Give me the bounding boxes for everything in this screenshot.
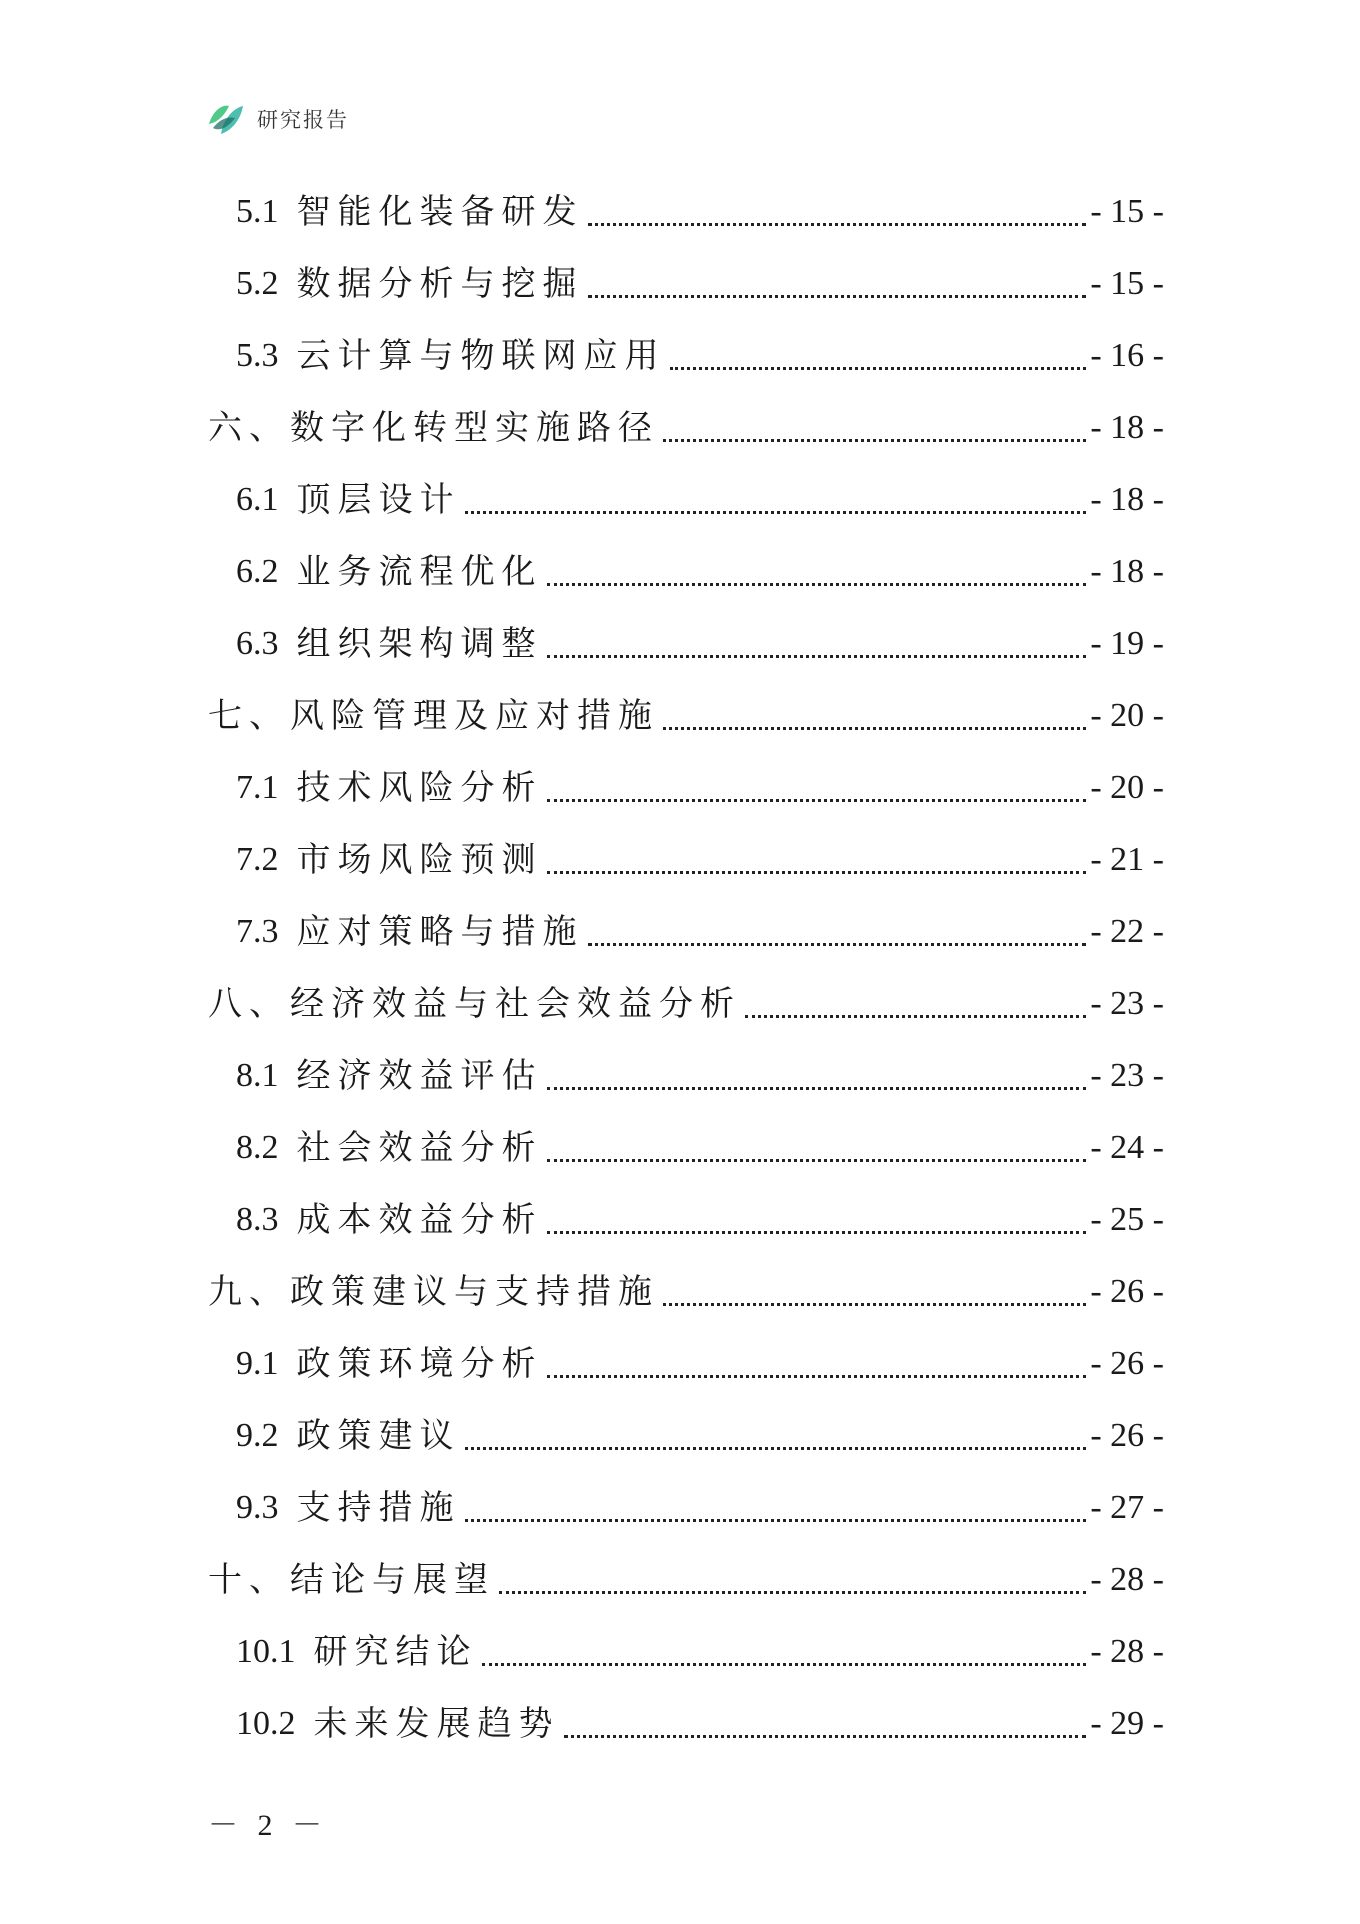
table-of-contents — [208, 176, 1164, 1760]
toc-entry-title: 六、数字化转型实施路径 — [208, 408, 659, 448]
toc-entry[interactable] — [208, 824, 1164, 896]
toc-dot-leader — [547, 871, 1087, 874]
toc-entry-page: - 18 - — [1090, 553, 1164, 590]
leaf-logo-icon — [205, 98, 247, 140]
toc-dot-leader — [564, 1735, 1087, 1738]
toc-entry-page: - 26 - — [1090, 1273, 1164, 1310]
toc-entry-number: 7.1 — [236, 769, 279, 806]
toc-entry-page: - 18 - — [1090, 409, 1164, 446]
toc-entry-title: 政策建议 — [296, 1416, 461, 1456]
toc-entry-page: - 20 - — [1090, 697, 1164, 734]
toc-entry-title: 顶层设计 — [296, 480, 461, 520]
toc-dot-leader — [547, 1087, 1087, 1090]
toc-dot-leader — [663, 1303, 1086, 1306]
toc-entry-number: 9.1 — [236, 1345, 279, 1382]
toc-entry-title: 十、结论与展望 — [208, 1560, 495, 1600]
toc-entry-number: 9.3 — [236, 1489, 279, 1526]
toc-entry-number: 5.1 — [236, 193, 279, 230]
toc-entry[interactable] — [208, 176, 1164, 248]
toc-entry-page: - 19 - — [1090, 625, 1164, 662]
toc-entry-number: 5.2 — [236, 265, 279, 302]
toc-entry-number: 10.2 — [236, 1705, 296, 1742]
toc-dot-leader — [547, 1375, 1087, 1378]
toc-entry-page: - 20 - — [1090, 769, 1164, 806]
toc-entry-title: 九、政策建议与支持措施 — [208, 1272, 659, 1312]
toc-entry-number: 8.3 — [236, 1201, 279, 1238]
toc-entry[interactable] — [208, 680, 1164, 752]
toc-dot-leader — [465, 511, 1087, 514]
toc-entry[interactable] — [208, 1400, 1164, 1472]
toc-entry-page: - 18 - — [1090, 481, 1164, 518]
toc-dot-leader — [588, 223, 1087, 226]
toc-entry-page: - 22 - — [1090, 913, 1164, 950]
toc-entry[interactable] — [208, 1544, 1164, 1616]
toc-entry-number: 7.3 — [236, 913, 279, 950]
toc-entry-title: 七、风险管理及应对措施 — [208, 696, 659, 736]
page-number: － 2 － — [208, 1809, 328, 1842]
toc-entry-page: - 15 - — [1090, 265, 1164, 302]
toc-entry-number: 5.3 — [236, 337, 279, 374]
toc-entry-page: - 26 - — [1090, 1345, 1164, 1382]
toc-entry-title: 政策环境分析 — [296, 1344, 543, 1384]
toc-entry[interactable] — [208, 536, 1164, 608]
toc-entry-page: - 28 - — [1090, 1633, 1164, 1670]
toc-entry-number: 8.1 — [236, 1057, 279, 1094]
toc-dot-leader — [588, 295, 1087, 298]
toc-dot-leader — [547, 583, 1087, 586]
toc-entry[interactable] — [208, 752, 1164, 824]
toc-entry[interactable] — [208, 1184, 1164, 1256]
toc-entry-title: 智能化装备研发 — [296, 192, 584, 232]
toc-entry-title: 数据分析与挖掘 — [296, 264, 584, 304]
toc-dot-leader — [547, 655, 1087, 658]
toc-dot-leader — [670, 367, 1087, 370]
toc-entry-title: 技术风险分析 — [296, 768, 543, 808]
toc-entry-page: - 28 - — [1090, 1561, 1164, 1598]
toc-entry[interactable] — [208, 608, 1164, 680]
toc-dot-leader — [663, 439, 1086, 442]
toc-dot-leader — [465, 1447, 1087, 1450]
toc-entry[interactable] — [208, 1328, 1164, 1400]
toc-entry-page: - 23 - — [1090, 985, 1164, 1022]
toc-entry[interactable] — [208, 320, 1164, 392]
toc-dot-leader — [588, 943, 1087, 946]
toc-dot-leader — [547, 1159, 1087, 1162]
toc-entry[interactable] — [208, 896, 1164, 968]
toc-entry-page: - 26 - — [1090, 1417, 1164, 1454]
toc-entry-page: - 24 - — [1090, 1129, 1164, 1166]
toc-entry-title: 支持措施 — [296, 1488, 461, 1528]
toc-dot-leader — [663, 727, 1086, 730]
toc-entry-number: 10.1 — [236, 1633, 296, 1670]
toc-entry[interactable] — [208, 1472, 1164, 1544]
toc-entry-page: - 25 - — [1090, 1201, 1164, 1238]
toc-entry-number: 6.3 — [236, 625, 279, 662]
toc-entry-title: 市场风险预测 — [296, 840, 543, 880]
header-title: 研究报告 — [257, 108, 349, 132]
toc-entry-page: - 15 - — [1090, 193, 1164, 230]
toc-entry-title: 云计算与物联网应用 — [296, 336, 666, 376]
toc-entry-page: - 21 - — [1090, 841, 1164, 878]
toc-entry[interactable] — [208, 1616, 1164, 1688]
toc-dot-leader — [465, 1519, 1087, 1522]
toc-dot-leader — [547, 1231, 1087, 1234]
toc-entry-title: 八、经济效益与社会效益分析 — [208, 984, 741, 1024]
toc-entry[interactable] — [208, 392, 1164, 464]
toc-dot-leader — [745, 1015, 1086, 1018]
toc-entry-number: 7.2 — [236, 841, 279, 878]
toc-entry[interactable] — [208, 1256, 1164, 1328]
toc-entry-page: - 16 - — [1090, 337, 1164, 374]
toc-entry[interactable] — [208, 464, 1164, 536]
toc-entry-title: 应对策略与措施 — [296, 912, 584, 952]
toc-entry-number: 6.2 — [236, 553, 279, 590]
toc-entry-page: - 27 - — [1090, 1489, 1164, 1526]
toc-dot-leader — [547, 799, 1087, 802]
report-header — [205, 98, 349, 140]
toc-entry-title: 组织架构调整 — [296, 624, 543, 664]
toc-entry-title: 研究结论 — [313, 1632, 478, 1672]
toc-entry[interactable] — [208, 1040, 1164, 1112]
toc-entry-title: 经济效益评估 — [296, 1056, 543, 1096]
toc-entry-title: 成本效益分析 — [296, 1200, 543, 1240]
toc-entry-title: 未来发展趋势 — [313, 1704, 560, 1744]
toc-entry-title: 业务流程优化 — [296, 552, 543, 592]
toc-entry-number: 9.2 — [236, 1417, 279, 1454]
toc-dot-leader — [499, 1591, 1086, 1594]
toc-entry[interactable] — [208, 1112, 1164, 1184]
toc-entry-number: 6.1 — [236, 481, 279, 518]
toc-entry-page: - 29 - — [1090, 1705, 1164, 1742]
toc-entry[interactable] — [208, 248, 1164, 320]
toc-entry-title: 社会效益分析 — [296, 1128, 543, 1168]
toc-entry[interactable] — [208, 968, 1164, 1040]
toc-dot-leader — [482, 1663, 1087, 1666]
toc-entry-page: - 23 - — [1090, 1057, 1164, 1094]
toc-entry-number: 8.2 — [236, 1129, 279, 1166]
toc-entry[interactable] — [208, 1688, 1164, 1760]
